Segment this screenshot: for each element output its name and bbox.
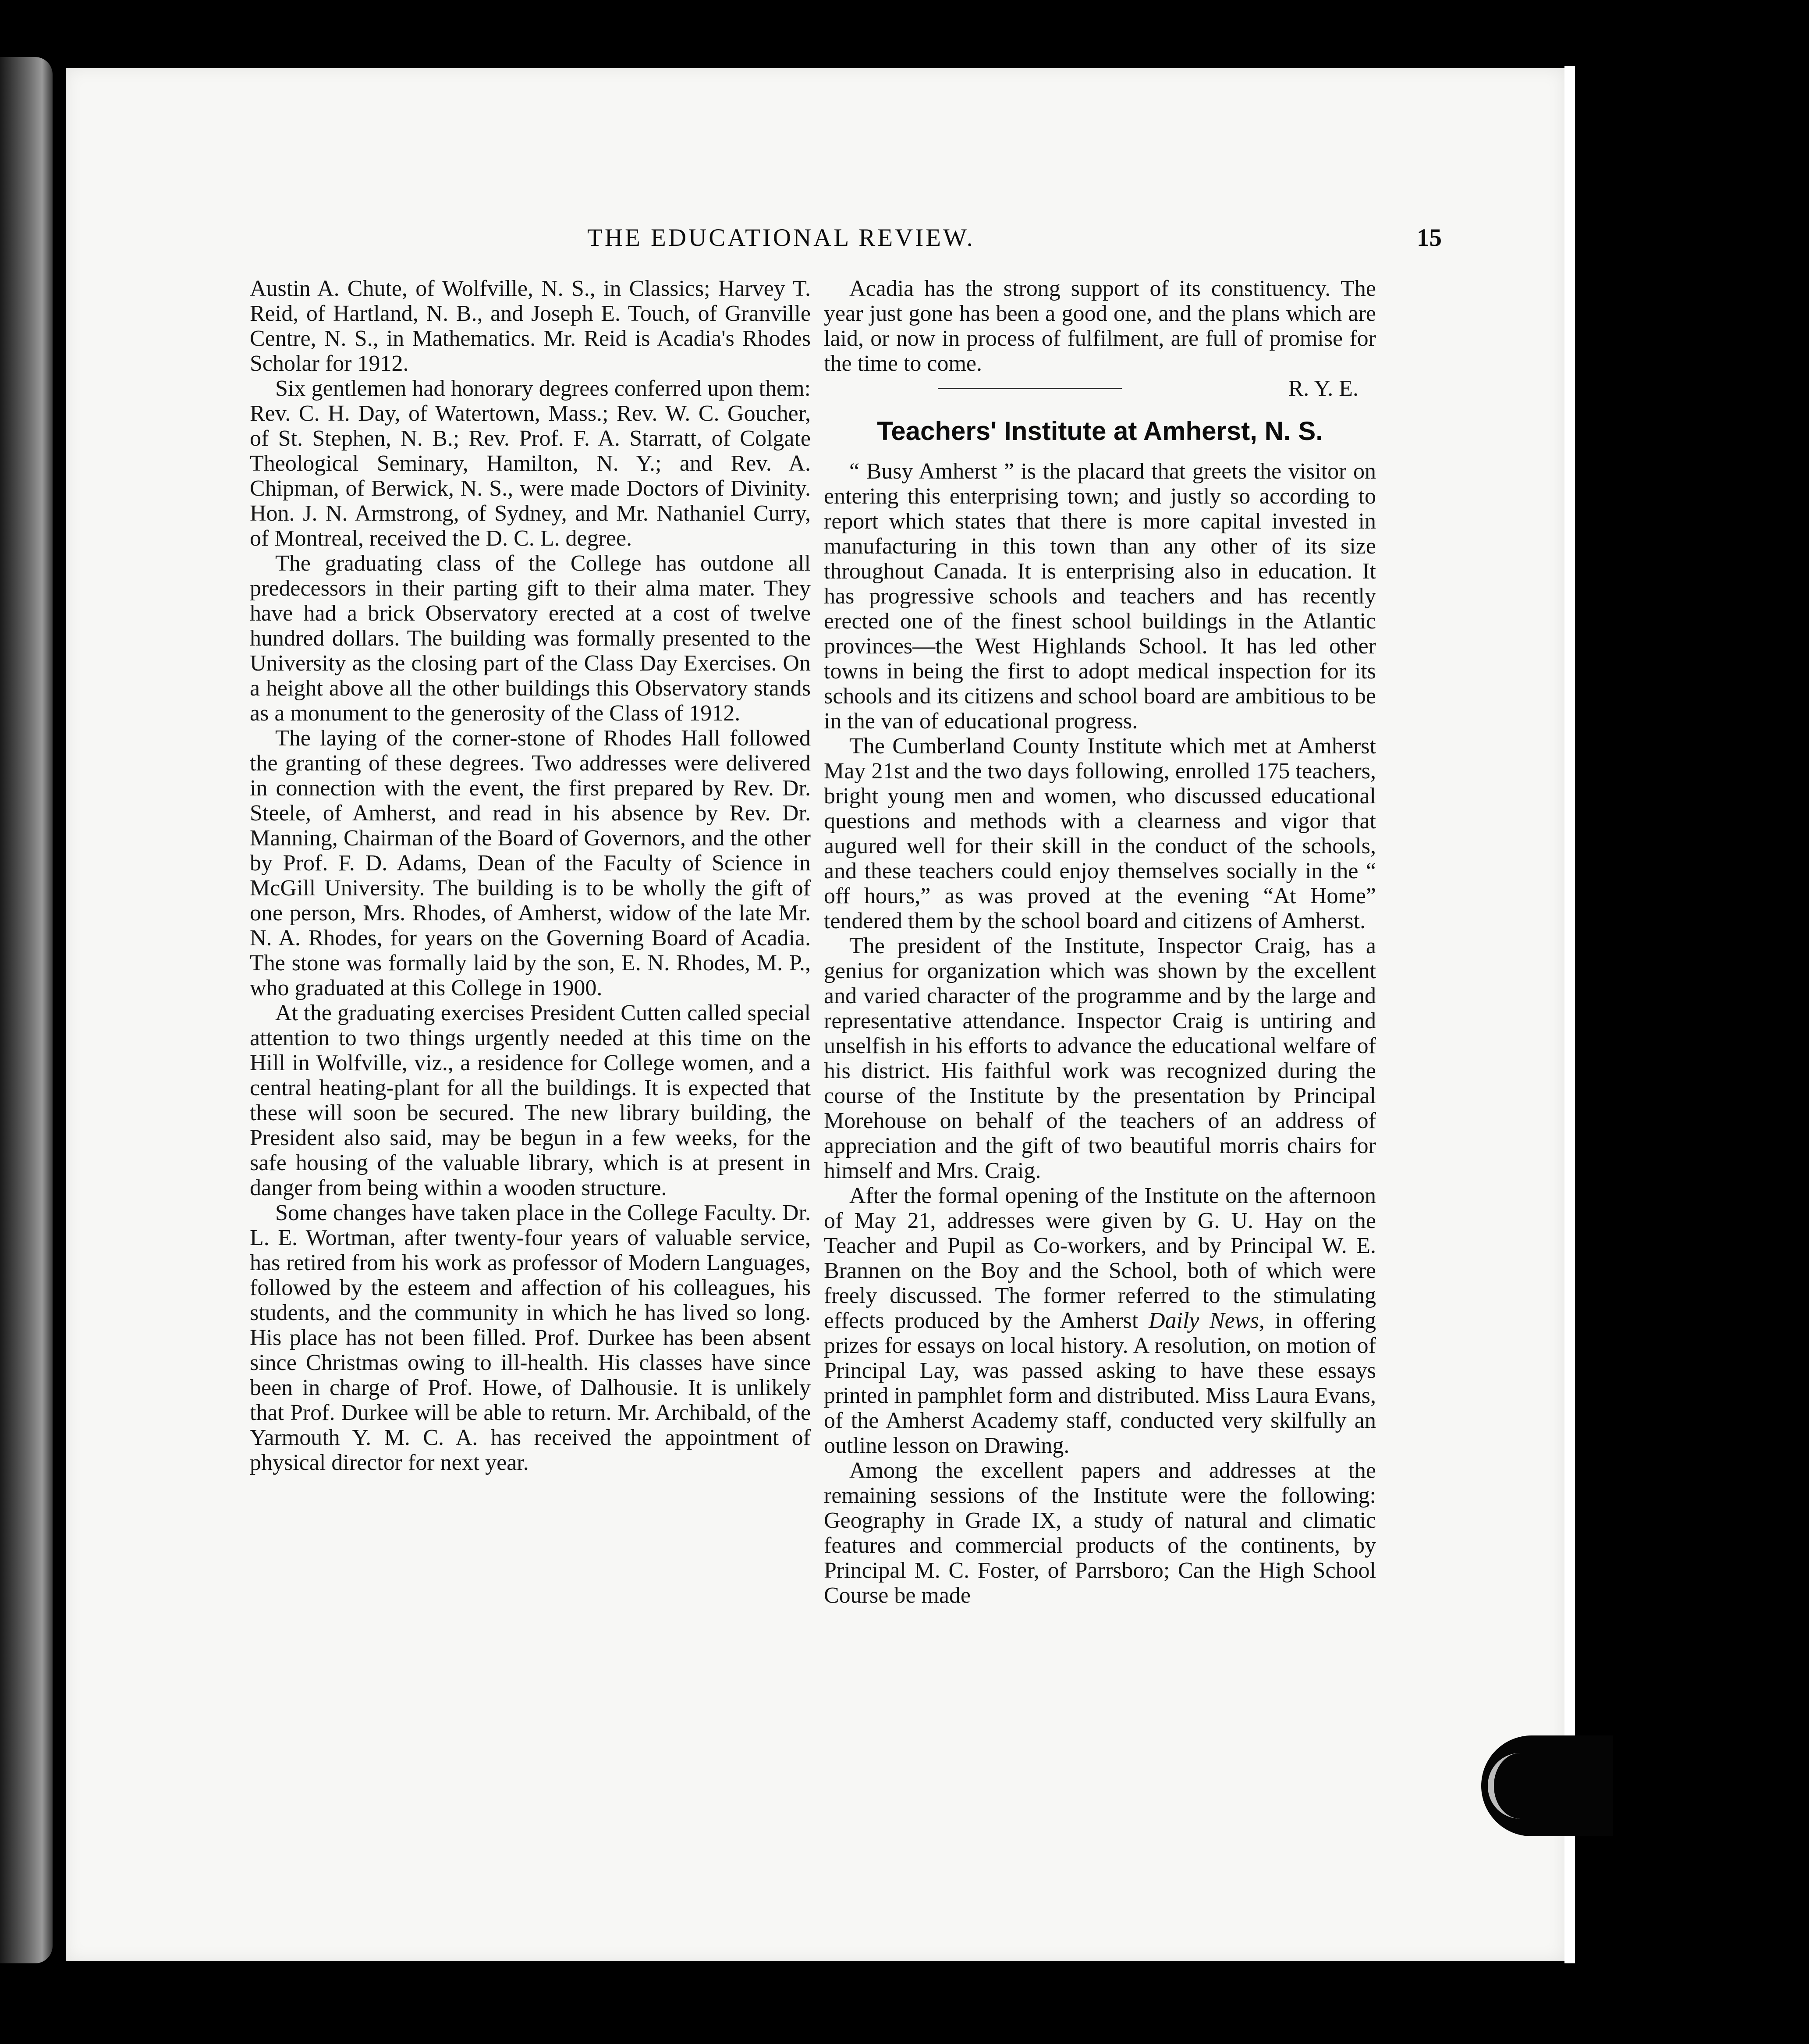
right-paragraph-4-text-a: After the formal opening of the Institute on the afternoon of May 21, addresses were given by G. U. Hay on the Teacher and Pupil as Co-workers, and by Principal W. E. Brannen on the Boy and the School, both of which were freely discussed. The former referred to the stimulating effects produced by the Amherst <box>824 1183 1376 1333</box>
right-paragraph-4 <box>824 1183 1376 1458</box>
left-paragraph-6: Some changes have taken place in the College Faculty. Dr. L. E. Wortman, after twenty-four years of valuable service, has retired from his work as professor of Modern Languages, followed by the esteem and affection of his colleagues, his students, and the community in which he has lived so long. His place has not been filled. Prof. Durkee has been absent since Christmas owing to ill-health. His classes have since been in charge of Prof. Howe, of Dalhousie. It is unlikely that Prof. Durkee will be able to return. Mr. Archibald, of the Yarmouth Y. M. C. A. has received the appointment of physical director for next year. <box>250 1200 811 1475</box>
right-paragraph-1: “ Busy Amherst ” is the placard that greets the visitor on entering this enterprising town; and justly so according to report which states that there is more capital invested in manufacturing in this town than any other of its size throughout Canada. It is enterprising also in education. It has progressive schools and teachers and has recently erected one of the finest school buildings in the Atlantic provinces—the West Highlands School. It has led other towns in being the first to adopt medical inspection for its schools and its citizens and school board are ambitious to be in the van of educational progress. <box>824 459 1376 734</box>
left-paragraph-5: At the graduating exercises President Cutten called special attention to two things urgently needed at this time on the Hill in Wolfville, viz., a residence for College women, and a central heating-plant for all the buildings. It is expected that these will soon be secured. The new library building, the President also said, may be begun in a few weeks, for the safe housing of the valuable library, which is at present in danger from being within a wooden structure. <box>250 1001 811 1200</box>
signature-rule <box>938 388 1122 389</box>
right-paragraph-4-text-b: in offering prizes for essays on local history. A resolution, on motion of Principal Lay, was passed asking to have these essays printed in pamphlet form and distributed. Miss Laura Evans, of the Amherst Academy staff, conducted very skilfully an outline lesson on Drawing. <box>824 1308 1376 1458</box>
right-paragraph-3: The president of the Institute, Inspector Craig, has a genius for organization which was shown by the excellent and varied character of the programme and by the large and representative attendance. Inspector Craig is untiring and unselfish in his efforts to advance the educational welfare of his district. His faithful work was recognized during the course of the Institute by the presentation by Principal Morehouse on behalf of the teachers of an address of appreciation and the gift of two beautiful morris chairs for himself and Mrs. Craig. <box>824 933 1376 1183</box>
page-number: 15 <box>1417 224 1442 252</box>
running-header <box>587 224 1442 263</box>
left-paragraph-2: Six gentlemen had honorary degrees conferred upon them: Rev. C. H. Day, of Watertown, Mass.; Rev. W. C. Goucher, of St. Stephen, N. B.; Rev. Prof. F. A. Starratt, of Colgate Theological Seminary, Hamilton, N. Y.; and Rev. A. Chipman, of Berwick, N. S., were made Doctors of Divinity. Hon. J. N. Armstrong, of Sydney, and Mr. Nathaniel Curry, of Montreal, received the D. C. L. degree. <box>250 376 811 551</box>
page-edge <box>1564 66 1575 1963</box>
left-paragraph-3: The graduating class of the College has outdone all predecessors in their parting gift to their alma mater. They have had a brick Observatory erected at a cost of twelve hundred dollars. The building was formally presented to the University as the closing part of the Class Day Exercises. On a height above all the other buildings this Observatory stands as a monument to the generosity of the Class of 1912. <box>250 551 811 726</box>
facing-page-edge <box>0 57 53 1963</box>
right-paragraph-2: The Cumberland County Institute which met at Amherst May 21st and the two days following, enrolled 175 teachers, bright young men and women, who discussed educational questions and methods with a clearness and vigor that augured well for their skill in the conduct of the schools, and these teachers could enjoy themselves socially in the “ off hours,” as was proved at the evening “At Home” tendered them by the school board and citizens of Amherst. <box>824 734 1376 933</box>
newspaper-name: Daily News, <box>1148 1308 1265 1333</box>
right-column <box>824 276 1376 1608</box>
signature-line <box>824 376 1376 401</box>
right-intro-paragraph: Acadia has the strong support of its constituency. The year just gone has been a good one, and the plans which are laid, or now in process of fulfilment, are full of promise for the time to come. <box>824 276 1376 376</box>
left-column <box>250 276 811 1475</box>
author-initials: R. Y. E. <box>1288 376 1359 401</box>
left-paragraph-1: Austin A. Chute, of Wolfville, N. S., in Classics; Harvey T. Reid, of Hartland, N. B., and Joseph E. Touch, of Granville Centre, N. S., in Mathematics. Mr. Reid is Acadia's Rhodes Scholar for 1912. <box>250 276 811 376</box>
right-paragraph-5: Among the excellent papers and addresses at the remaining sessions of the Institute were the following: Geography in Grade IX, a study of natural and climatic features and commercial products of the continents, by Principal M. C. Foster, of Parrsboro; Can the High School Course be made <box>824 1458 1376 1608</box>
left-paragraph-4: The laying of the corner-stone of Rhodes Hall followed the granting of these degrees. Two addresses were delivered in connection with the event, the first prepared by Rev. Dr. Steele, of Amherst, and read in his absence by Rev. Dr. Manning, Chairman of the Board of Governors, and the other by Prof. F. D. Adams, Dean of the Faculty of Science in McGill University. The building is to be wholly the gift of one person, Mrs. Rhodes, of Amherst, widow of the late Mr. N. A. Rhodes, for years on the Governing Board of Acadia. The stone was formally laid by the son, E. N. Rhodes, M. P., who graduated at this College in 1900. <box>250 726 811 1001</box>
journal-title: THE EDUCATIONAL REVIEW. <box>587 224 975 252</box>
article-heading: Teachers' Institute at Amherst, N. S. <box>877 416 1323 446</box>
